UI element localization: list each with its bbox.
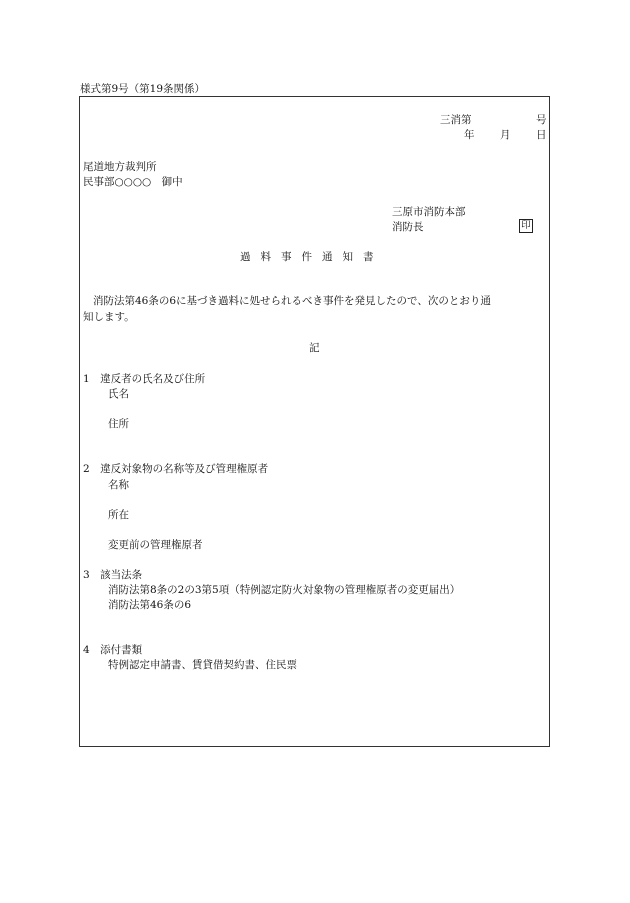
body-text-line2: 知します。 (83, 311, 135, 323)
document-number-prefix: 三消第 (440, 114, 472, 126)
item3-law1: 消防法第8条の2の3第5項（特例認定防火対象物の管理権原者の変更届出） (108, 584, 461, 596)
sender-organization: 三原市消防本部 (392, 206, 466, 218)
ki-heading: 記 (309, 342, 320, 354)
item2-location-label: 所在 (108, 509, 129, 521)
body-text-line1: 消防法第46条の6に基づき過料に処せられるべき事件を発見したので、次のとおり通 (93, 295, 491, 307)
item1-address-label: 住所 (108, 418, 129, 430)
document-number-suffix: 号 (536, 114, 547, 126)
item1-name-label: 氏名 (108, 388, 129, 400)
seal-stamp-box: 印 (519, 219, 533, 233)
item3-heading: 3 該当法条 (83, 569, 143, 581)
item3-law2: 消防法第46条の6 (108, 599, 192, 611)
item4-docs: 特例認定申請書、賃貸借契約書、住民票 (108, 659, 297, 671)
item4-heading: 4 添付書類 (83, 644, 143, 656)
date-month: 月 (500, 129, 511, 141)
document-title: 過料事件通知書 (240, 251, 384, 263)
addressee-department: 民事部○○○○ 御中 (83, 176, 183, 188)
item2-heading: 2 違反対象物の名称等及び管理権原者 (83, 463, 269, 475)
date-year: 年 (464, 129, 475, 141)
date-day: 日 (536, 129, 547, 141)
item2-name-label: 名称 (108, 479, 129, 491)
item1-heading: 1 違反者の氏名及び住所 (83, 373, 206, 385)
form-number: 様式第9号（第19条関係） (80, 83, 206, 95)
sender-chief: 消防長 (392, 221, 424, 233)
item2-prev-manager-label: 変更前の管理権原者 (108, 539, 203, 551)
form-frame (79, 96, 550, 747)
addressee-court: 尾道地方裁判所 (83, 161, 157, 173)
